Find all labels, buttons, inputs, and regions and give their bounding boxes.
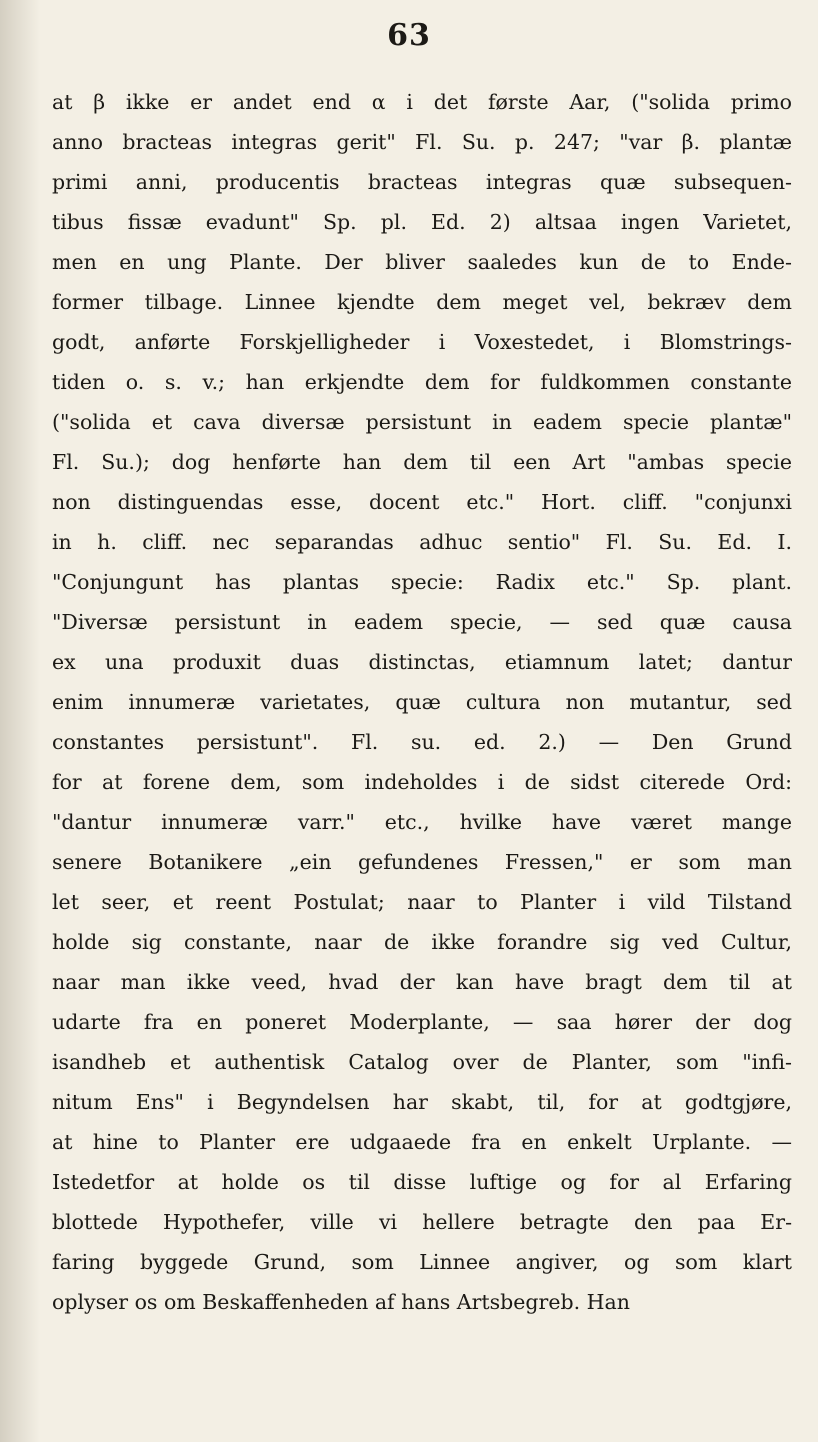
text-line: senere Botanikere „ein gefundenes Fressen," er som man [52, 850, 792, 874]
body-text [52, 82, 792, 1322]
text-line: primi anni, producentis bracteas integras quæ subsequen- [52, 170, 792, 194]
text-line: isandheb et authentisk Catalog over de Planter, som "infi- [52, 1050, 792, 1074]
text-line: "Conjungunt has plantas specie: Radix etc." Sp. plant. [52, 570, 792, 594]
text-line: tibus fissæ evadunt" Sp. pl. Ed. 2) altsaa ingen Varietet, [52, 210, 792, 234]
text-line: anno bracteas integras gerit" Fl. Su. p. 247; "var β. plantæ [52, 130, 792, 154]
text-line: "dantur innumeræ varr." etc., hvilke have været mange [52, 810, 792, 834]
text-line: holde sig constante, naar de ikke forandre sig ved Cultur, [52, 930, 792, 954]
binding-shadow [0, 0, 40, 1442]
text-line: for at forene dem, som indeholdes i de sidst citerede Ord: [52, 770, 792, 794]
text-line: udarte fra en poneret Moderplante, — saa hører der dog [52, 1010, 792, 1034]
text-line: in h. cliff. nec separandas adhuc sentio" Fl. Su. Ed. I. [52, 530, 792, 554]
text-line: Fl. Su.); dog henførte han dem til een Art "ambas specie [52, 450, 792, 474]
text-line: faring byggede Grund, som Linnee angiver, og som klart [52, 1250, 792, 1274]
page-number: 63 [387, 18, 431, 53]
text-line: nitum Ens" i Begyndelsen har skabt, til, for at godtgjøre, [52, 1090, 792, 1114]
text-line: blottede Hypothefer, ville vi hellere betragte den paa Er- [52, 1210, 792, 1234]
text-line: at β ikke er andet end α i det første Aar, ("solida primo [52, 90, 792, 114]
text-line: oplyser os om Beskaffenheden af hans Artsbegreb. Han [52, 1290, 630, 1314]
text-line: "Diversæ persistunt in eadem specie, — sed quæ causa [52, 610, 792, 634]
text-line: non distinguendas esse, docent etc." Hort. cliff. "conjunxi [52, 490, 792, 514]
text-line: constantes persistunt". Fl. su. ed. 2.) — Den Grund [52, 730, 792, 754]
text-line: naar man ikke veed, hvad der kan have bragt dem til at [52, 970, 792, 994]
text-line: men en ung Plante. Der bliver saaledes kun de to Ende- [52, 250, 792, 274]
text-line: godt, anførte Forskjelligheder i Voxestedet, i Blomstrings- [52, 330, 792, 354]
text-line: at hine to Planter ere udgaaede fra en enkelt Urplante. — [52, 1130, 792, 1154]
text-line: ex una produxit duas distinctas, etiamnum latet; dantur [52, 650, 792, 674]
text-line: ("solida et cava diversæ persistunt in eadem specie plantæ" [52, 410, 792, 434]
text-line: tiden o. s. v.; han erkjendte dem for fuldkommen constante [52, 370, 792, 394]
text-line: let seer, et reent Postulat; naar to Planter i vild Tilstand [52, 890, 792, 914]
text-line: former tilbage. Linnee kjendte dem meget vel, bekræv dem [52, 290, 792, 314]
text-line: Istedetfor at holde os til disse luftige og for al Erfaring [52, 1170, 792, 1194]
text-line: enim innumeræ varietates, quæ cultura non mutantur, sed [52, 690, 792, 714]
